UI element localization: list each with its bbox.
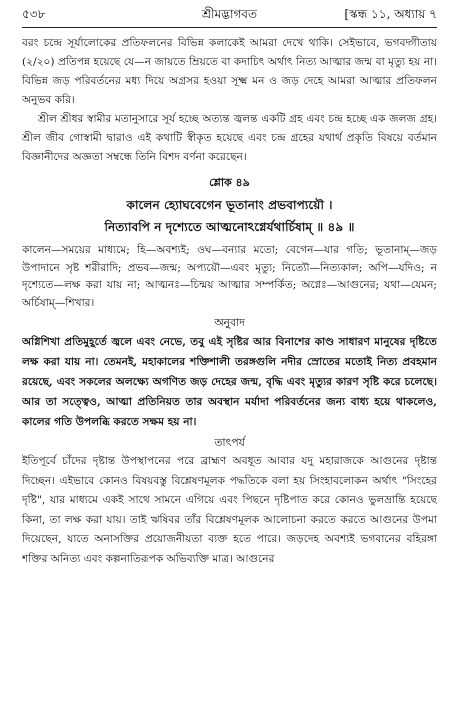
purport-heading: তাৎপর্য <box>214 436 245 449</box>
purport: ইতিপূর্বে চাঁদের দৃষ্টান্ত উপস্থাপনের পরে ব্রাহ্মণ অবধূত আবার যদু মহারাজকে আগুনের দৃষ্টান্ত দিচ্ছেন। এইভাবে কোনও বিষয়বস্তু বিশ্লেষণমূলক পদ্ধতিকে বলা হয় সিংহাবলোকন অর্থাৎ "সিংহের দৃষ্টি", যার মাধ্যমে একই সাথে সামনে এগিয়ে এবং পিছনে দৃষ্টিপাত করে কোনও ভুলভ্রান্তি হয়েছে কিনা, তা লক্ষ করা যায়। তাই ঋষিবর তাঁর বিশ্লেষণমূলক আলোচনা করতে করতে আগুনের উপমা দিয়েছেন, যাতে অনাসক্তির প্রয়োজনীয়তা ব্যক্ত হতে পারে। জড়দেহ অবশ্যই ভগবানের বহিরঙ্গা শক্তির অনিত্য এবং কল্পনাতিরূপক অভিব্যক্তি মাত্র। আগুনের <box>22 455 437 565</box>
verse-line: নিত্যাবপি ন দৃশ্যেতে আত্মনোঽগ্নের্যথার্চিষাম্ ॥ ৪৯ ॥ <box>104 220 355 234</box>
translation-heading: অনুবাদ <box>214 316 245 329</box>
translation: অগ্নিশিখা প্রতিমুহূর্তে জ্বলে এবং নেভে, তবু এই সৃষ্টির আর বিনাশের কাণ্ড সাধারণ মানুষের দৃষ্টিতে লক্ষ করা যায় না। তেমনই, মহাকালের শক্তিশালী তরঙ্গগুলি নদীর স্রোতের মতোই নিত্য প্রবহমান রয়েছে, এবং সকলের অলক্ষ্যে অগণিত জড় দেহের জন্ম, বৃদ্ধি এবং মৃত্যুর কারণ সৃষ্টি করে চলেছে। আর তা সত্ত্বেও, আত্মা প্রতিনিয়ত তার অবস্থান মর্যাদা পরিবর্তনের জন্য বাধ্য হয়ে থাকলেও, কালের গতি উপলব্ধি করতে সক্ষম হয় না। <box>22 336 437 428</box>
verse-line: কালেন হ্যোঘবেগেন ভূতানাং প্রভবাপ্যয়ৌ । <box>126 198 333 212</box>
page-number: ৫৩৮ <box>22 7 46 21</box>
page-content <box>22 34 437 709</box>
header-divider <box>22 27 437 28</box>
intro-paragraph: শ্রীল শ্রীধর স্বামীর মতানুসারে সূর্য হচ্ছে অত্যন্ত জ্বলন্ত একটি গ্রহ এবং চন্দ্র হচ্ছে এক জলজ গ্রহ। শ্রীল জীব গোস্বামী দ্বারাও এই কথাটি স্বীকৃত হয়েছে এবং চন্দ্র গ্রহের যথার্থ প্রকৃতি বিষয়ে বর্তমান বিজ্ঞানীদের অজ্ঞতা সম্বন্ধে তিনি বিশদ বর্ণনা করেছেন। <box>22 113 437 163</box>
synonyms: কালেন—সময়ের মাধ্যমে; হি—অবশ্যই; ওঘ—বন্যার মতো; বেগেন—যার গতি; ভূতানাম্—জড় উপাদানে সৃষ্ট শরীরাদি; প্রভব—জন্ম; অপ্যয়ৌ—এবং মৃত্যু; নিত্যৌ—নিত্যকাল; অপি—যদিও; ন দৃশ্যেতে—লক্ষ করা যায় না; আত্মনঃ—চিন্ময় আত্মার সম্পর্কিত; অগ্নেঃ—আগুনের; যথা—যেমন; অর্চিষাম্—শিখার। <box>22 244 437 309</box>
canto-chapter: [স্কন্ধ ১১, অধ্যায় ৭ <box>344 7 437 21</box>
verse-heading: শ্লোক ৪৯ <box>209 176 250 189</box>
book-title: শ্রীমদ্ভাগবত <box>201 7 257 21</box>
intro-paragraph: বরং চন্দ্রে সূর্যালোকের প্রতিফলনের বিভিন্ন কলাকেই আমরা দেখে থাকি। সেইভাবে, ভগবদ্গীতায় (২/২০) প্রতিপন্ন হয়েছে যে—ন জায়তে ম্রিয়তে বা কদাচিৎ অর্থাৎ নিত্য আত্মার জন্ম বা মৃত্যু হয় না। বিভিন্ন জড় পরিবর্তনের মধ্য দিয়ে অগ্রসর হওয়া সূক্ষ্ম মন ও জড় দেহে আমরা আত্মার প্রতিফলন অনুভব করি। <box>22 37 437 106</box>
page-header <box>22 6 437 24</box>
